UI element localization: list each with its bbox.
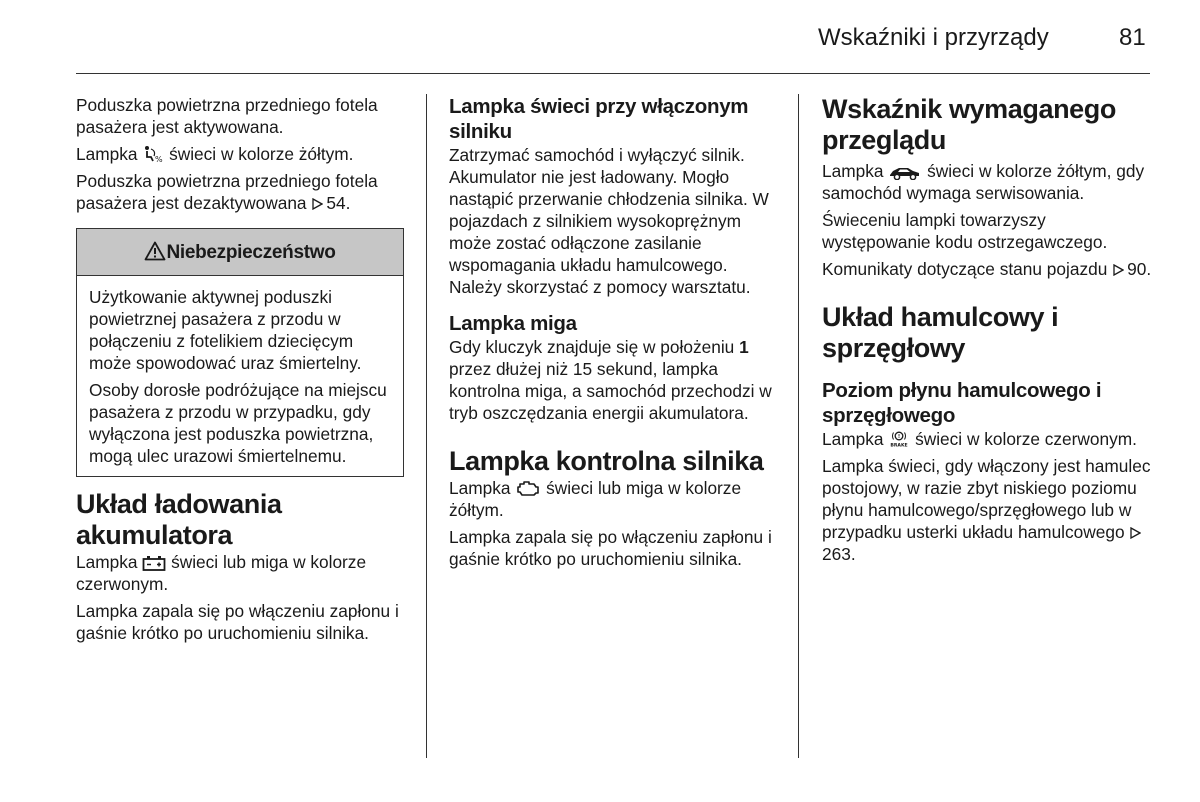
- text-run: Lampka: [822, 429, 884, 449]
- page-number: 81: [1119, 24, 1146, 51]
- text-run: świeci lub miga w kolorze czerwonym.: [76, 552, 367, 594]
- column-2: [449, 94, 779, 575]
- battery-icon: [142, 555, 166, 571]
- section-heading: Wskaźnik wymaganego przeglądu: [822, 94, 1116, 155]
- subsection-heading: Poziom płynu hamulcowego i sprzęgłowego: [822, 379, 1102, 427]
- subsection-heading: Lampka świeci przy włączonym silniku: [449, 95, 749, 143]
- paragraph: [76, 551, 406, 595]
- column-1: [76, 94, 406, 649]
- text-run: Lampka: [76, 144, 138, 164]
- warning-box-header: [77, 229, 403, 276]
- section-heading: Lampka kontrolna silnika: [449, 446, 764, 476]
- paragraph: [76, 170, 406, 214]
- svg-text:!: !: [898, 434, 901, 440]
- page-header-title: Wskaźniki i przyrządy: [818, 24, 1049, 51]
- section-heading: Układ hamulcowy i sprzęgłowy: [822, 302, 1059, 363]
- paragraph: [449, 336, 779, 424]
- header-rule: [76, 73, 1150, 74]
- warning-triangle-icon: [144, 241, 166, 261]
- paragraph: Lampka zapala się po włączeniu zapłonu i gaśnie krótko po uruchomieniu silnika.: [76, 601, 399, 643]
- page-reference-triangle-icon: [1129, 527, 1141, 539]
- brake-icon: [888, 430, 910, 448]
- page-reference[interactable]: 90.: [1127, 259, 1152, 279]
- column-3: [822, 94, 1154, 570]
- paragraph: [822, 258, 1154, 280]
- text-run: świeci w kolorze czerwonym.: [910, 429, 1137, 449]
- text-run: Gdy kluczyk znajduje się w położeniu: [449, 337, 740, 357]
- paragraph: [822, 160, 1154, 204]
- text-run: Poduszka powietrzna przedniego fotela pasażera jest dezaktywowana: [76, 171, 378, 213]
- warning-box-body: [77, 276, 403, 476]
- paragraph: Świeceniu lampki towarzyszy występowanie kodu ostrzegawczego.: [822, 210, 1108, 252]
- airbag-off-icon: [142, 145, 164, 163]
- svg-text:%: %: [155, 155, 163, 163]
- text-run: świeci w kolorze żółtym, gdy samochód wymaga serwisowania.: [822, 161, 1145, 203]
- paragraph: Użytkowanie aktywnej poduszki powietrznej pasażera z przodu w połączeniu z fotelikiem dziecięcym może spowodować uraz śmiertelny.: [89, 287, 362, 373]
- paragraph: [449, 477, 779, 521]
- page-reference[interactable]: 263.: [822, 544, 856, 564]
- subsection-heading: Lampka miga: [449, 312, 577, 335]
- text-run: świeci lub miga w kolorze żółtym.: [449, 478, 742, 520]
- paragraph: Zatrzymać samochód i wyłączyć silnik. Akumulator nie jest ładowany. Mogło nastąpić przerwanie chłodzenia silnika. W pojazdach z silnikiem wysokoprężnym może zostać odłączone zasilanie wspomagania układu hamulcowego. Należy skorzystać z pomocy warsztatu.: [449, 145, 769, 297]
- bold-text: 1: [739, 337, 749, 357]
- column-divider: [798, 94, 799, 758]
- page-reference-triangle-icon: [311, 198, 323, 210]
- text-run: Lampka świeci, gdy włączony jest hamulec postojowy, w razie zbyt niskiego poziomu płynu hamulcowego/sprzęgłowego lub w przypadku usterki układu hamulcowego: [822, 456, 1151, 542]
- text-run: świeci w kolorze żółtym.: [164, 144, 354, 164]
- paragraph: Osoby dorosłe podróżujące na miejscu pasażera z przodu w przypadku, gdy wyłączona jest poduszka powietrzna, mogą ulec urazowi śmiertelnemu.: [89, 380, 387, 466]
- text-run: Lampka: [449, 478, 511, 498]
- paragraph: Lampka zapala się po włączeniu zapłonu i gaśnie krótko po uruchomieniu silnika.: [449, 527, 772, 569]
- text-run: przez dłużej niż 15 sekund, lampka kontrolna miga, a samochód przechodzi w tryb oszczędzania energii akumulatora.: [449, 359, 772, 423]
- page-reference-triangle-icon: [1112, 264, 1124, 276]
- page-reference[interactable]: 54.: [326, 193, 351, 213]
- section-heading: Układ ładowania akumulatora: [76, 489, 282, 550]
- paragraph: [822, 428, 1154, 450]
- warning-box: [76, 228, 404, 477]
- column-divider: [426, 94, 427, 758]
- paragraph: [822, 455, 1154, 565]
- paragraph: [76, 143, 406, 165]
- text-run: Lampka: [76, 552, 138, 572]
- text-run: Lampka: [822, 161, 884, 181]
- service-car-icon: [888, 164, 922, 180]
- paragraph: Poduszka powietrzna przedniego fotela pasażera jest aktywowana.: [76, 95, 378, 137]
- brake-icon-label: BRAKE: [890, 443, 908, 448]
- engine-icon: [515, 479, 541, 497]
- text-run: Komunikaty dotyczące stanu pojazdu: [822, 259, 1108, 279]
- warning-box-title: Niebezpieczeństwo: [166, 242, 336, 263]
